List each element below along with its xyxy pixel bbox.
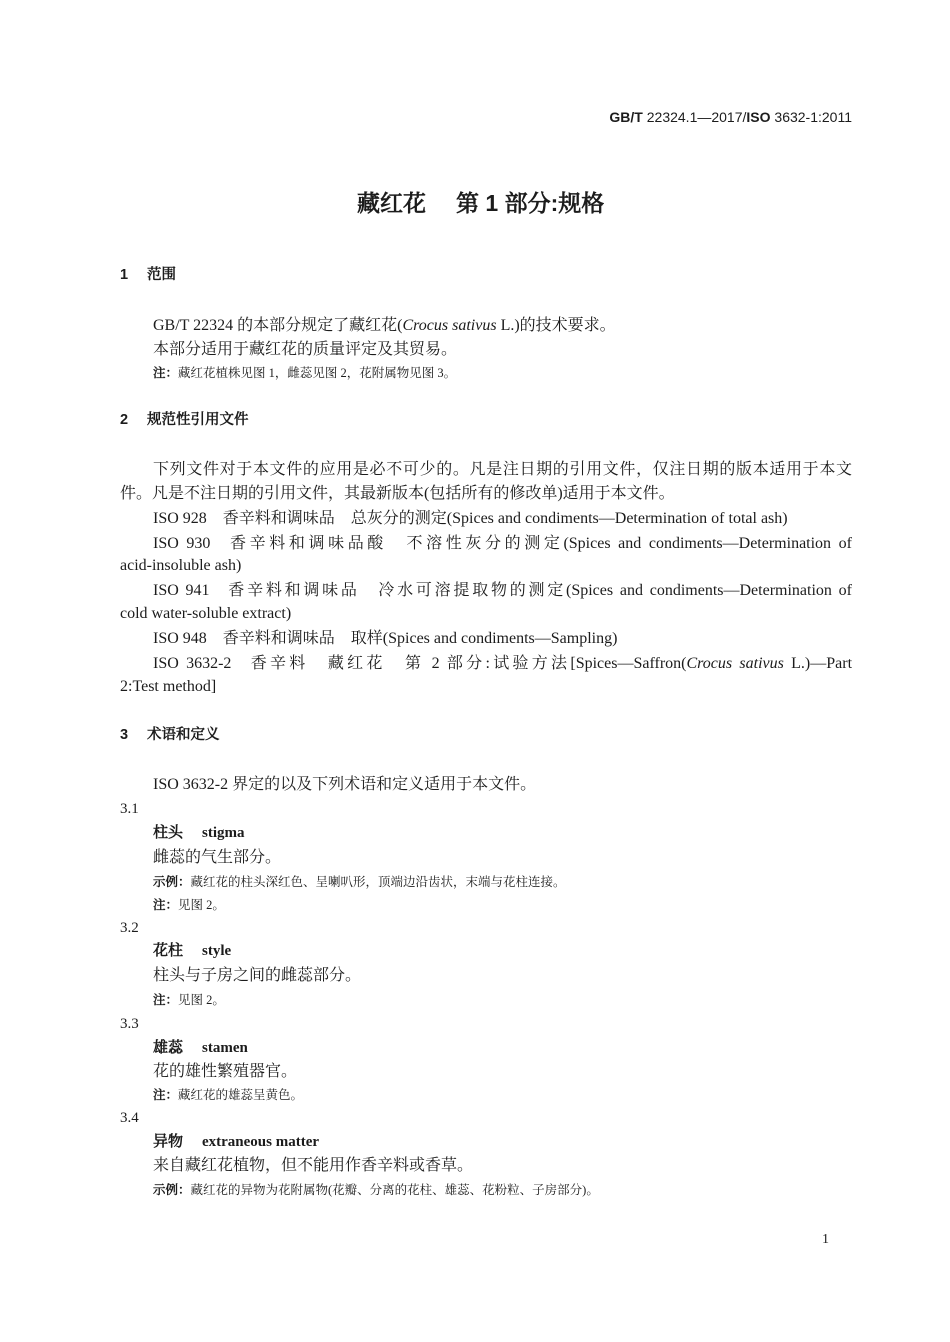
note-label: 注：	[153, 993, 179, 1007]
references-intro-line-2: 件。凡是不注日期的引用文件，其最新版本(包括所有的修改单)适用于本文件。	[120, 485, 675, 502]
section-number: 1	[120, 267, 129, 283]
term-zh: 异物	[153, 1133, 184, 1150]
reference-code: ISO 930	[153, 535, 211, 552]
example-text: 藏红花的柱头深红色、呈喇叭形，顶端边沿齿状，末端与花柱连接。	[190, 875, 566, 889]
scope-text: L.)的技术要求。	[496, 317, 616, 334]
reference-code: ISO 948	[153, 630, 207, 647]
reference-title-zh: 香辛料和调味品 取样	[222, 630, 383, 647]
reference-iso-941-continued: cold water-soluble extract)	[120, 605, 292, 622]
term-example	[153, 1179, 599, 1201]
note-text: 见图 2。	[178, 898, 225, 912]
term-en: extraneous matter	[202, 1134, 320, 1150]
reference-title-en: L.)—Part	[783, 655, 853, 672]
section-number: 3	[120, 727, 129, 743]
reference-title-zh: 香辛料和调味品 总灰分的测定	[222, 510, 447, 527]
reference-code: ISO 941	[153, 582, 210, 599]
reference-iso-948	[153, 628, 617, 650]
term-en: stigma	[202, 825, 245, 841]
section-3-heading	[120, 724, 220, 746]
term-definition: 花的雄性繁殖器官。	[153, 1063, 298, 1080]
reference-iso-3632-2	[153, 653, 852, 675]
term-definition: 来自藏红花植物，但不能用作香辛料或香草。	[153, 1157, 474, 1174]
gbt-number: 22324.1—2017/	[642, 109, 747, 125]
term-style	[153, 940, 231, 962]
clause-number: 3.4	[120, 1110, 139, 1126]
term-extraneous-matter	[153, 1131, 319, 1153]
reference-species-name: Crocus sativus	[686, 655, 784, 672]
note-text: 藏红花的雄蕊呈黄色。	[178, 1088, 304, 1102]
references-intro-line-1: 下列文件对于本文件的应用是必不可少的。凡是注日期的引用文件，仅注日期的版本适用于本文	[153, 461, 852, 478]
standard-number-header	[609, 106, 852, 128]
term-stigma	[153, 822, 245, 844]
section-title: 术语和定义	[147, 727, 220, 743]
term-example	[153, 871, 566, 893]
reference-title-en: (Spices and condiments—Determination of total ash)	[446, 510, 788, 527]
section-1-heading	[120, 264, 176, 286]
term-zh: 花柱	[153, 942, 184, 959]
scope-paragraph-line-2: 本部分适用于藏红花的质量评定及其贸易。	[153, 341, 458, 358]
scope-species-name: Crocus sativus	[402, 317, 497, 334]
reference-title-zh: 香辛料 藏红花 第 2 部分:试验方法	[247, 655, 571, 672]
term-note	[153, 989, 225, 1011]
example-text: 藏红花的异物为花附属物(花瓣、分离的花柱、雄蕊、花粉粒、子房部分)。	[190, 1183, 599, 1197]
example-label: 示例：	[153, 875, 191, 889]
section-title: 范围	[147, 267, 176, 283]
term-stamen	[153, 1037, 248, 1059]
reference-title-en: [Spices—Saffron(	[570, 655, 687, 672]
note-label: 注：	[153, 898, 179, 912]
scope-text: GB/T 22324 的本部分规定了藏红花(	[153, 317, 403, 334]
example-label: 示例：	[153, 1183, 191, 1197]
reference-code: ISO 928	[153, 510, 207, 527]
reference-code: ISO 3632-2	[153, 655, 232, 672]
note-label: 注：	[153, 1088, 179, 1102]
note-text: 见图 2。	[178, 993, 225, 1007]
reference-iso-930	[153, 533, 852, 555]
title-part: 第 1 部分:规格	[456, 190, 605, 216]
gbt-prefix: GB/T	[609, 109, 643, 125]
term-definition: 柱头与子房之间的雌蕊部分。	[153, 967, 362, 984]
term-note	[153, 894, 225, 916]
reference-title-zh: 香辛料和调味品 冷水可溶提取物的测定	[225, 582, 566, 599]
page-number: 1	[822, 1232, 829, 1247]
section-2-heading	[120, 409, 249, 431]
reference-iso-930-continued: acid-insoluble ash)	[120, 557, 242, 574]
term-definition: 雌蕊的气生部分。	[153, 849, 282, 866]
note-text: 藏红花植株见图 1，雌蕊见图 2，花附属物见图 3。	[178, 366, 457, 380]
reference-title-en: (Spices and condiments—Determination of	[566, 582, 852, 599]
document-title	[357, 189, 604, 217]
reference-iso-941	[153, 580, 852, 602]
term-note	[153, 1084, 303, 1106]
term-zh: 柱头	[153, 824, 184, 841]
reference-iso-928	[153, 508, 788, 530]
clause-number: 3.2	[120, 920, 139, 936]
reference-title-en: (Spices and condiments—Sampling)	[382, 630, 618, 647]
note-label: 注：	[153, 366, 179, 380]
scope-paragraph-line-1	[153, 315, 616, 337]
clause-number: 3.3	[120, 1016, 139, 1032]
reference-iso-3632-2-continued: 2:Test method]	[120, 678, 217, 695]
reference-title-en: (Spices and condiments—Determination of	[563, 535, 853, 552]
reference-title-zh: 香辛料和调味品酸 不溶性灰分的测定	[226, 535, 564, 552]
term-zh: 雄蕊	[153, 1039, 184, 1056]
term-en: style	[202, 943, 232, 959]
iso-number: 3632-1:2011	[770, 109, 852, 125]
section-number: 2	[120, 412, 129, 428]
scope-note	[153, 362, 456, 384]
clause-number: 3.1	[120, 801, 139, 817]
section-title: 规范性引用文件	[147, 412, 249, 428]
terms-intro: ISO 3632-2 界定的以及下列术语和定义适用于本文件。	[153, 776, 537, 793]
iso-prefix: ISO	[746, 109, 771, 125]
title-main: 藏红花	[357, 190, 426, 216]
term-en: stamen	[202, 1040, 248, 1056]
